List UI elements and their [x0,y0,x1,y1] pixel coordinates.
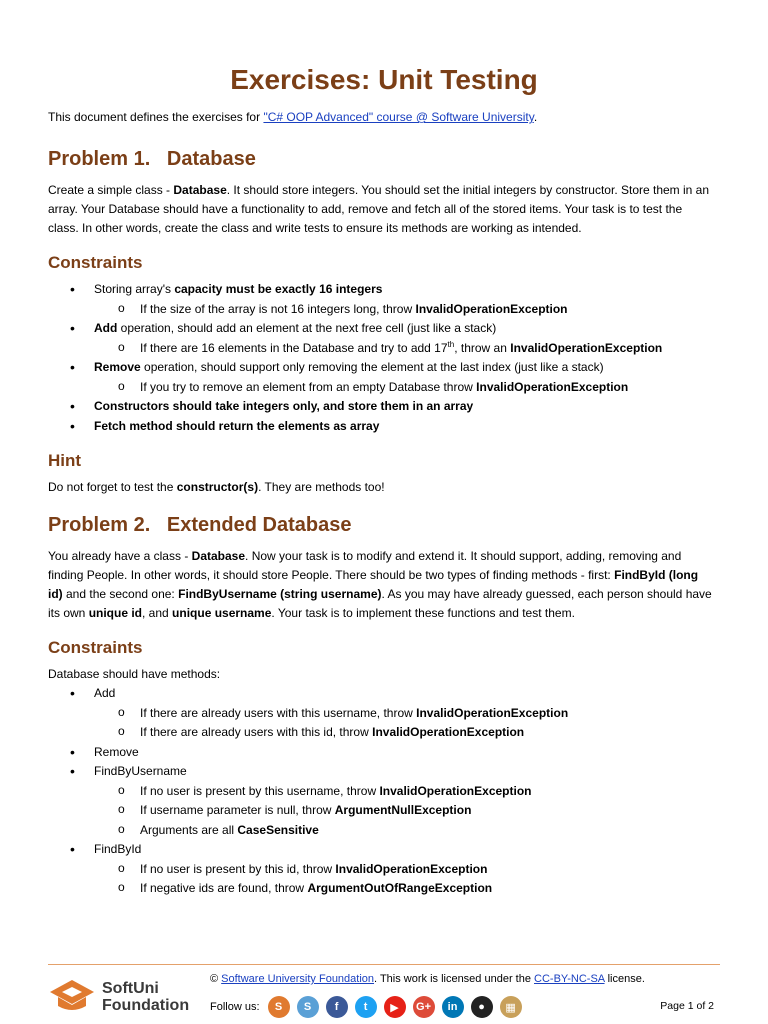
problem2-methods-list [48,684,716,899]
list-item: • Add [48,684,716,704]
list-item: • FindById [48,840,716,860]
copyright-notice: © Software University Foundation. This work is licensed under the CC-BY-NC-SA license. [210,973,645,985]
list-item: • Storing array's capacity must be exactly 16 integers [48,280,716,300]
facebook-icon[interactable]: f [326,996,348,1018]
hint-paragraph: Do not forget to test the constructor(s). They are methods too! [48,480,385,494]
softuni-icon[interactable]: S [268,996,290,1018]
list-item: • Constructors should take integers only, and store them in an array [48,397,716,417]
softuni-foundation-logo: SoftUni Foundation [48,978,198,1014]
foundation-link[interactable]: Software University Foundation [221,973,375,985]
slideshare-icon[interactable]: ▦ [500,996,522,1018]
list-item: o If negative ids are found, throw ArgumentOutOfRangeException [48,879,716,899]
softuni-logo-icon [48,978,96,1014]
problem1-constraints-list [48,280,716,436]
list-item: o If the size of the array is not 16 integers long, throw InvalidOperationException [48,300,716,320]
methods-intro: Database should have methods: [48,667,221,681]
course-link[interactable]: "C# OOP Advanced" course @ Software University [263,110,534,124]
list-item: • Add operation, should add an element at the next free cell (just like a stack) [48,319,716,339]
list-item: o If there are already users with this username, throw InvalidOperationException [48,704,716,724]
list-item: • Remove operation, should support only removing the element at the last index (just like a stack) [48,358,716,378]
twitter-icon[interactable]: t [355,996,377,1018]
list-item: • FindByUsername [48,762,716,782]
hint-heading: Hint [48,451,82,470]
footer-divider [48,964,720,965]
list-item: • Remove [48,743,716,763]
list-item: • Fetch method should return the elements as array [48,417,716,437]
problem1-constraints-heading: Constraints [48,253,143,272]
list-item: o If no user is present by this id, throw InvalidOperationException [48,860,716,880]
license-link[interactable]: CC-BY-NC-SA [534,973,605,985]
list-item: o If there are already users with this id, throw InvalidOperationException [48,723,716,743]
softuni-foundation-icon[interactable]: S [297,996,319,1018]
document-body [48,108,716,899]
list-item: o Arguments are all CaseSensitive [48,821,716,841]
problem2-constraints-heading: Constraints [48,638,143,657]
list-item: o If username parameter is null, throw ArgumentNullException [48,801,716,821]
github-icon[interactable]: ● [471,996,493,1018]
problem1-description: Create a simple class - Database. It should store integers. You should set the initial integers by constructor. Store them in an array. Your Database should have a functionality to add, remove and fetch all of the stored items. Your task is to test the class. In other words, create the class and write tests to ensure its methods are working as intended. [48,183,710,235]
google-plus-icon[interactable]: G+ [413,996,435,1018]
list-item: o If there are 16 elements in the Database and try to add 17th, throw an InvalidOperationException [48,339,716,359]
linkedin-icon[interactable]: in [442,996,464,1018]
page-footer [48,964,720,1024]
page-number: Page 1 of 2 [660,1000,714,1012]
intro-paragraph: This document defines the exercises for "C# OOP Advanced" course @ Software University. [48,110,538,124]
social-links: Follow us: S S f t ▶ G+ in ● ▦ [210,996,529,1018]
problem2-heading: Problem 2. Extended Database [48,514,352,536]
list-item: o If no user is present by this username, throw InvalidOperationException [48,782,716,802]
page-title: Exercises: Unit Testing [230,64,538,95]
youtube-icon[interactable]: ▶ [384,996,406,1018]
list-item: o If you try to remove an element from an empty Database throw InvalidOperationException [48,378,716,398]
problem2-description: You already have a class - Database. Now your task is to modify and extend it. It should support, adding, removing and finding People. In other words, it should store People. There should be two types of finding methods - first: FindById (long id) and the second one: FindByUsername (string username). As you may have already guessed, each person should have its own unique id, and unique username. Your task is to implement these functions and test them. [48,549,712,620]
problem1-heading: Problem 1. Database [48,148,256,170]
